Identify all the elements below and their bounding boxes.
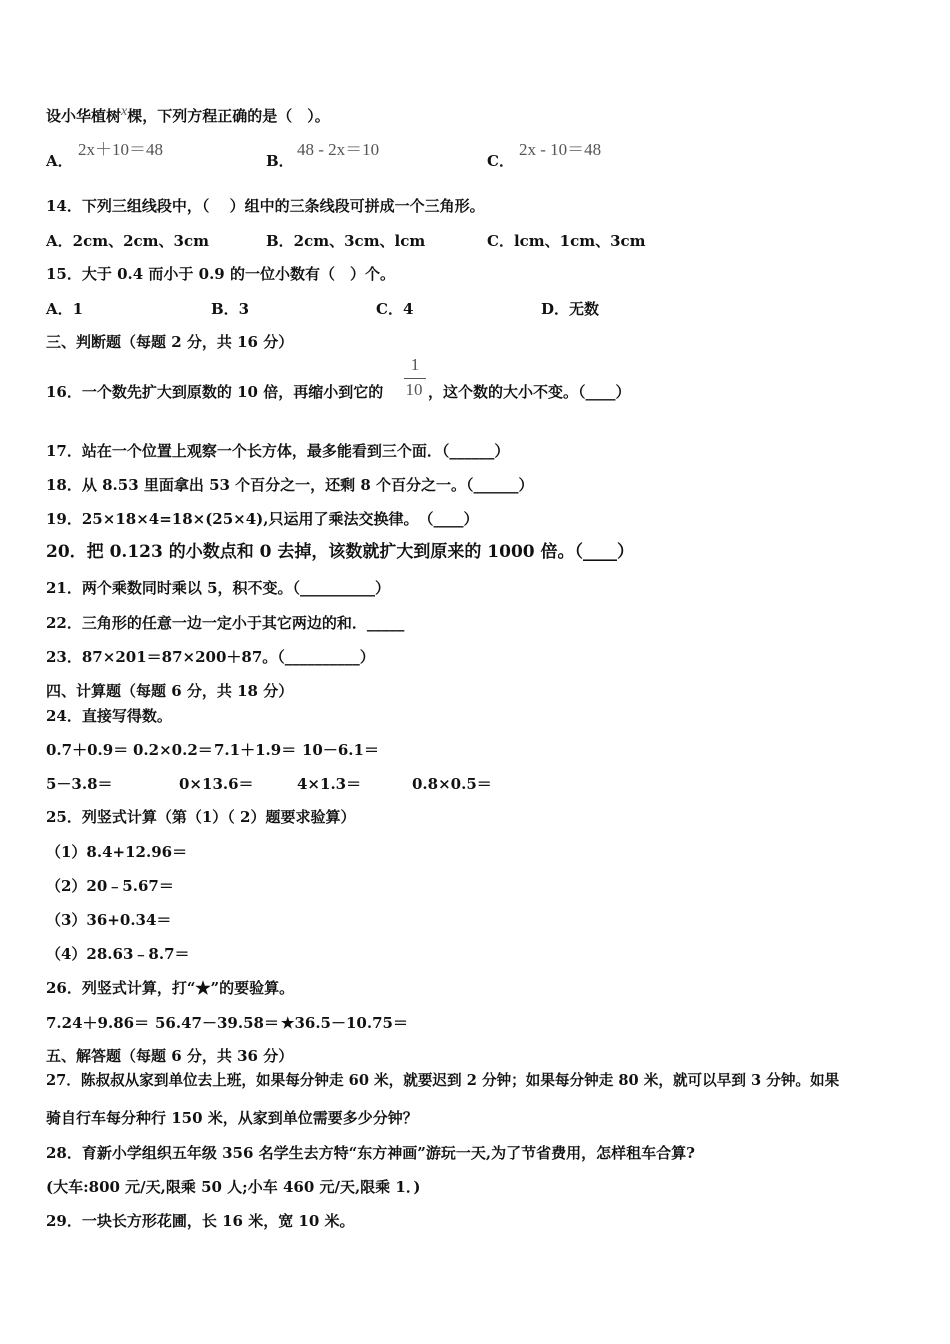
q16-text-post: ，这个数的大小不变。（____） [428,383,631,401]
q22: 22．三角形的任意一边一定小于其它两边的和．_____ [46,614,405,632]
q25-item: （3）36+0.34＝ [46,911,172,929]
q13-option-a-label: A． [46,152,73,170]
q24-row2-item: 0.8×0.5＝ [412,775,492,793]
q26-item: 56.47－39.58＝ [155,1014,279,1032]
q16-fraction-numerator: 1 [410,355,420,374]
q21: 21．两个乘数同时乘以 5，积不变。（__________） [46,579,391,597]
q29: 29．一块长方形花圃，长 16 米，宽 10 米。 [46,1212,355,1230]
q27-line2: 骑自行车每分种行 150 米，从家到单位需要多少分钟？ [46,1109,418,1127]
q14-option-c: C．lcm、1cm、3cm [487,232,646,250]
variable-x: x [121,104,128,119]
q15-option-c: C．4 [376,300,414,318]
q13-option-a-equation: 2x＋10＝48 [78,140,163,159]
q24-row2-item: 0×13.6＝ [179,775,254,793]
q23: 23．87×201＝87×200＋87。（__________） [46,648,375,666]
q26-stem: 26．列竖式计算，打“★”的要验算。 [46,979,295,997]
q14-option-a: A．2cm、2cm、3cm [46,232,209,250]
q27-line1: 27．陈叔叔从家到单位去上班，如果每分钟走 60 米，就要迟到 2 分钟；如果每分钟走 80 米，就可以早到 3 分钟。如果 [46,1072,840,1089]
q24-row2-item: 5－3.8＝ [46,775,113,793]
q25-item: （1）8.4+12.96＝ [46,843,188,861]
q25-item: （4）28.63﹣8.7＝ [46,945,190,963]
q25-item: （2）20﹣5.67＝ [46,877,174,895]
q28-line1: 28．育新小学组织五年级 356 名学生去方特“东方神画”游玩一天,为了节省费用，怎样租车合算? [46,1144,695,1162]
section-3-heading: 三、判断题（每题 2 分，共 16 分） [46,333,294,351]
q18: 18．从 8.53 里面拿出 53 个百分之一，还剩 8 个百分之一。（______） [46,476,534,494]
q15-stem: 15．大于 0.4 而小于 0.9 的一位小数有（ ）个。 [46,265,395,283]
q13-option-b-label: B． [266,152,294,170]
q24-row1-item: 0.2×0.2＝ [133,741,213,759]
q28-line2: (大车:800 元/天,限乘 50 人;小车 460 元/天,限乘 1．) [46,1178,421,1196]
q26-item: 7.24＋9.86＝ [46,1014,150,1032]
q16-text-pre: 16．一个数先扩大到原数的 10 倍，再缩小到它的 [46,383,384,401]
q24-row2-item: 4×1.3＝ [297,775,362,793]
q15-option-b: B．3 [211,300,250,318]
section-4-heading: 四、计算题（每题 6 分，共 18 分） [46,682,294,700]
q19: 19．25×18×4=18×(25×4),只运用了乘法交换律。 （____） [46,510,479,528]
q24-row1-item: 0.7＋0.9＝ [46,741,129,759]
q20: 20．把 0.123 的小数点和 0 去掉，该数就扩大到原来的 1000 倍。（____） [46,542,635,562]
q25-stem: 25．列竖式计算（第（1）（ 2）题要求验算） [46,808,356,826]
q13-stem: 设小华植树x棵，下列方程正确的是（ ）。 [46,104,330,125]
q24-row1-item: 7.1＋1.9＝ [214,741,297,759]
q17: 17．站在一个位置上观察一个长方体，最多能看到三个面．（______） [46,442,510,460]
q24-stem: 24．直接写得数。 [46,707,172,725]
q15-option-a: A．1 [46,300,84,318]
q13-option-c-equation: 2x - 10＝48 [519,140,602,159]
q15-option-d: D．无数 [541,300,600,318]
q14-stem: 14．下列三组线段中，（ ）组中的三条线段可拼成一个三角形。 [46,197,485,215]
q13-option-b-equation: 48 - 2x＝10 [297,140,380,159]
q13-option-c-label: C． [487,152,514,170]
q16-fraction-bar [404,378,426,379]
q16-fraction-denominator: 10 [405,380,423,399]
q14-option-b: B．2cm、3cm、lcm [266,232,426,250]
section-5-heading: 五、解答题（每题 6 分，共 36 分） [46,1047,294,1065]
q24-row1-item: 10－6.1＝ [302,741,379,759]
q26-item-starred: ★36.5－10.75＝ [281,1014,408,1032]
